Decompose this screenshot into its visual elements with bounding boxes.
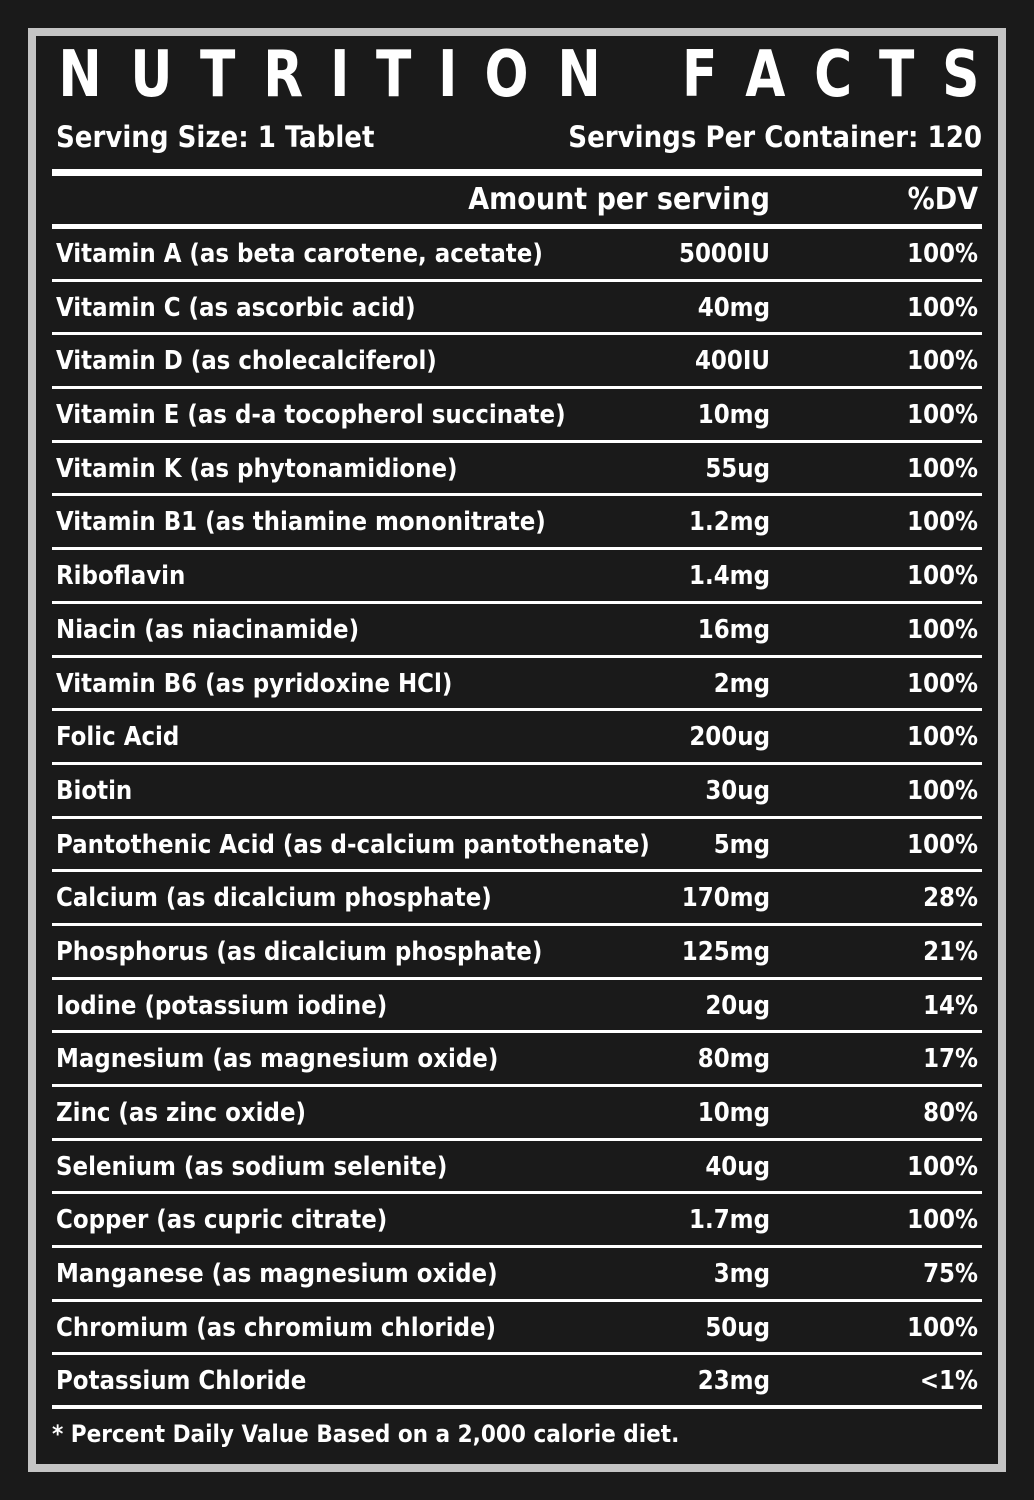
title-letter: F bbox=[682, 38, 718, 112]
title-letter: T bbox=[376, 38, 412, 112]
title-letter: S bbox=[942, 38, 980, 112]
serving-size: Serving Size: 1 Tablet bbox=[56, 120, 375, 154]
nutrient-name: Potassium Chloride bbox=[56, 1366, 307, 1397]
nutrient-amount: 50ug bbox=[705, 1312, 770, 1343]
nutrient-name: Copper (as cupric citrate) bbox=[56, 1205, 388, 1236]
nutrient-dv: 100% bbox=[907, 292, 978, 323]
nutrient-row bbox=[52, 980, 982, 1034]
nutrient-dv: 100% bbox=[907, 1151, 978, 1182]
title-letter: N bbox=[557, 38, 601, 112]
label-title bbox=[56, 38, 982, 112]
nutrient-amount: 23mg bbox=[697, 1366, 770, 1397]
nutrient-amount: 1.2mg bbox=[689, 507, 770, 538]
nutrient-amount: 10mg bbox=[697, 1098, 770, 1128]
nutrient-dv: 21% bbox=[923, 936, 978, 967]
nutrient-row bbox=[52, 1087, 982, 1141]
nutrient-dv: 100% bbox=[907, 1205, 978, 1236]
title-letter: R bbox=[263, 38, 304, 112]
title-letter: O bbox=[484, 38, 529, 112]
nutrient-amount: 3mg bbox=[713, 1259, 770, 1290]
title-letter: A bbox=[745, 38, 786, 112]
nutrient-table bbox=[52, 228, 982, 1409]
nutrient-row bbox=[52, 389, 982, 443]
nutrient-row bbox=[52, 1033, 982, 1087]
servings-per-container: Servings Per Container: 120 bbox=[568, 120, 982, 154]
dv-header: %DV bbox=[907, 182, 978, 217]
nutrient-amount: 5000IU bbox=[678, 239, 770, 269]
nutrient-name: Calcium (as dicalcium phosphate) bbox=[56, 883, 492, 914]
nutrient-row bbox=[52, 550, 982, 604]
nutrient-row bbox=[52, 1355, 982, 1409]
nutrient-name: Zinc (as zinc oxide) bbox=[56, 1098, 307, 1128]
nutrient-dv: 100% bbox=[907, 346, 978, 377]
nutrient-dv: 28% bbox=[923, 883, 978, 914]
title-letter: N bbox=[58, 38, 102, 112]
nutrient-dv: 100% bbox=[907, 722, 978, 753]
nutrient-row bbox=[52, 1248, 982, 1302]
nutrient-row bbox=[52, 872, 982, 926]
nutrient-name: Vitamin B6 (as pyridoxine HCl) bbox=[56, 668, 453, 699]
nutrient-name: Vitamin A (as beta carotene, acetate) bbox=[56, 239, 543, 269]
nutrient-dv: <1% bbox=[919, 1366, 978, 1397]
title-letter: I bbox=[438, 38, 458, 112]
footnote: * Percent Daily Value Based on a 2,000 calorie diet. bbox=[52, 1420, 680, 1448]
serving-info bbox=[56, 114, 982, 160]
nutrient-amount: 30ug bbox=[705, 775, 770, 806]
nutrient-dv: 14% bbox=[923, 990, 978, 1021]
column-header bbox=[52, 176, 982, 224]
nutrient-name: Chromium (as chromium chloride) bbox=[56, 1312, 497, 1343]
nutrient-amount: 125mg bbox=[681, 936, 770, 967]
nutrient-amount: 55ug bbox=[705, 453, 770, 484]
nutrient-dv: 100% bbox=[907, 829, 978, 860]
nutrient-name: Magnesium (as magnesium oxide) bbox=[56, 1044, 499, 1075]
title-letter: C bbox=[813, 38, 852, 112]
nutrient-amount: 80mg bbox=[697, 1044, 770, 1075]
nutrient-name: Vitamin D (as cholecalciferol) bbox=[56, 346, 437, 377]
nutrient-dv: 100% bbox=[907, 239, 978, 269]
nutrient-dv: 75% bbox=[923, 1259, 978, 1290]
nutrient-dv: 17% bbox=[923, 1044, 978, 1075]
nutrient-amount: 1.7mg bbox=[689, 1205, 770, 1236]
nutrient-dv: 100% bbox=[907, 1312, 978, 1343]
nutrient-dv: 100% bbox=[907, 507, 978, 538]
amount-header: Amount per serving bbox=[468, 182, 770, 217]
nutrient-amount: 20ug bbox=[705, 990, 770, 1021]
nutrient-name: Iodine (potassium iodine) bbox=[56, 990, 388, 1021]
nutrient-amount: 200ug bbox=[689, 722, 770, 753]
nutrient-row bbox=[52, 1141, 982, 1195]
nutrient-name: Vitamin E (as d-a tocopherol succinate) bbox=[56, 400, 566, 431]
nutrient-amount: 170mg bbox=[681, 883, 770, 914]
nutrient-row bbox=[52, 926, 982, 980]
nutrient-dv: 100% bbox=[907, 614, 978, 645]
nutrient-row bbox=[52, 1302, 982, 1356]
nutrient-name: Selenium (as sodium selenite) bbox=[56, 1151, 448, 1182]
nutrient-name: Pantothenic Acid (as d-calcium pantothenate) bbox=[56, 829, 650, 860]
nutrient-amount: 40mg bbox=[697, 292, 770, 323]
nutrient-row bbox=[52, 1194, 982, 1248]
nutrient-amount: 10mg bbox=[697, 400, 770, 431]
nutrient-name: Folic Acid bbox=[56, 722, 180, 753]
nutrient-row bbox=[52, 604, 982, 658]
nutrient-amount: 2mg bbox=[713, 668, 770, 699]
nutrient-amount: 16mg bbox=[697, 614, 770, 645]
nutrient-name: Vitamin K (as phytonamidione) bbox=[56, 453, 458, 484]
nutrient-row bbox=[52, 282, 982, 336]
nutrient-dv: 80% bbox=[923, 1098, 978, 1128]
nutrient-dv: 100% bbox=[907, 400, 978, 431]
title-letter: T bbox=[200, 38, 236, 112]
nutrient-dv: 100% bbox=[907, 561, 978, 592]
nutrient-row bbox=[52, 228, 982, 282]
nutrient-name: Riboflavin bbox=[56, 561, 186, 592]
title-letter: I bbox=[330, 38, 350, 112]
thick-divider-top bbox=[52, 169, 982, 176]
nutrient-row bbox=[52, 711, 982, 765]
nutrient-amount: 40ug bbox=[705, 1151, 770, 1182]
nutrient-name: Biotin bbox=[56, 775, 133, 806]
nutrient-amount: 5mg bbox=[713, 829, 770, 860]
nutrient-dv: 100% bbox=[907, 775, 978, 806]
nutrient-dv: 100% bbox=[907, 453, 978, 484]
nutrient-name: Vitamin C (as ascorbic acid) bbox=[56, 292, 416, 323]
nutrient-name: Manganese (as magnesium oxide) bbox=[56, 1259, 498, 1290]
nutrient-name: Niacin (as niacinamide) bbox=[56, 614, 360, 645]
nutrient-name: Phosphorus (as dicalcium phosphate) bbox=[56, 936, 543, 967]
nutrient-amount: 1.4mg bbox=[689, 561, 770, 592]
title-letter: U bbox=[130, 38, 173, 112]
nutrient-row bbox=[52, 443, 982, 497]
nutrient-dv: 100% bbox=[907, 668, 978, 699]
title-letter: T bbox=[879, 38, 915, 112]
nutrient-row bbox=[52, 335, 982, 389]
nutrient-row bbox=[52, 658, 982, 712]
nutrient-name: Vitamin B1 (as thiamine mononitrate) bbox=[56, 507, 546, 538]
nutrient-amount: 400IU bbox=[694, 346, 770, 377]
nutrient-row bbox=[52, 496, 982, 550]
nutrient-row bbox=[52, 765, 982, 819]
nutrient-row bbox=[52, 819, 982, 873]
